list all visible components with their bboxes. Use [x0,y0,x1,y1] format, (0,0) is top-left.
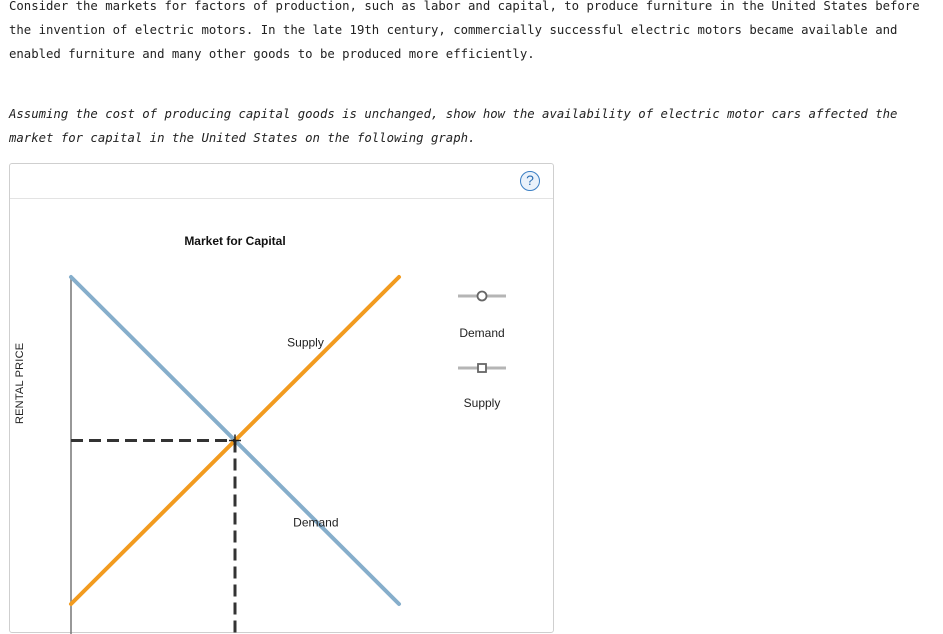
graph-panel [9,163,554,633]
y-axis-label: RENTAL PRICE [14,342,26,424]
palette-supply-tool[interactable] [452,356,512,380]
chart-title: Market for Capital [184,234,286,248]
supply-curve-label: Supply [287,335,324,350]
instruction-paragraph: Assuming the cost of producing capital goods is unchanged, show how the availability of electric motor cars affected the market for capital in the United States on the following graph. [9,107,898,145]
palette-supply-label: Supply [463,396,501,410]
palette-demand-tool[interactable] [452,284,512,308]
intro-paragraph: Consider the markets for factors of production, such as labor and capital, to produce furniture in the United States before the invention of electric motors. In the late 19th century, commercially successful electric motors became available and enabled furniture and many other goods to be produced more efficiently. [9,0,920,61]
square-marker-icon [452,356,512,380]
demand-curve-label: Demand [293,515,339,530]
palette-demand-label: Demand [459,326,505,340]
circle-marker-icon [452,284,512,308]
help-button[interactable]: ? [520,171,540,191]
